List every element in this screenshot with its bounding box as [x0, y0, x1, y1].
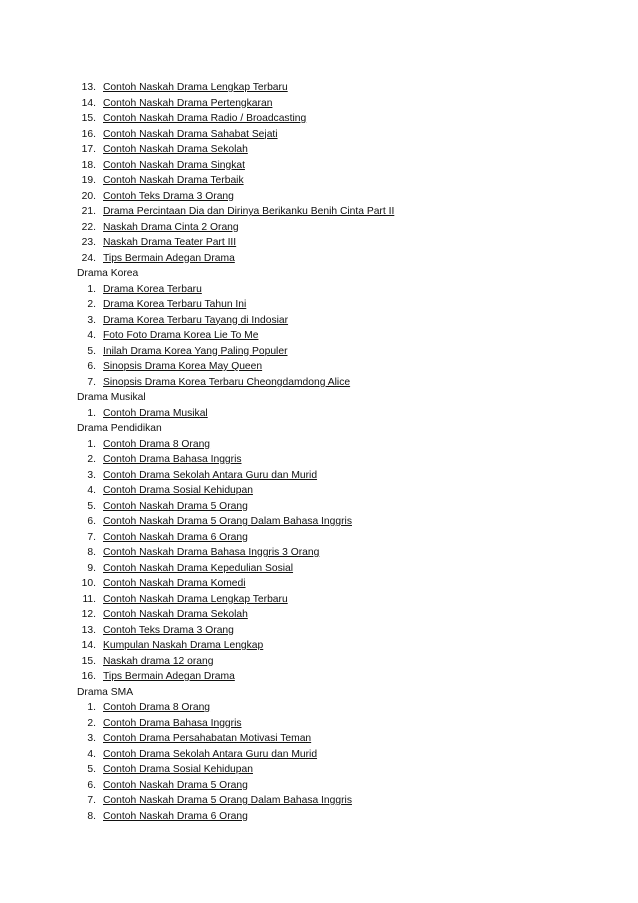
article-link[interactable]: Contoh Naskah Drama Bahasa Inggris 3 Orang [103, 547, 320, 558]
list-item [77, 638, 597, 654]
section-drama-pendidikan [77, 421, 597, 685]
list-item [77, 375, 597, 391]
list-number: 4. [87, 485, 96, 496]
article-link[interactable]: Contoh Naskah Drama 6 Orang [103, 531, 248, 543]
list-number: 3. [87, 314, 96, 326]
article-link[interactable]: Foto Foto Drama Korea Lie To Me [103, 330, 259, 341]
article-link[interactable]: Drama Korea Terbaru [103, 283, 202, 295]
article-link[interactable]: Contoh Teks Drama 3 Orang [103, 190, 234, 202]
list-item [77, 468, 597, 484]
article-link[interactable]: Contoh Naskah Drama Sekolah [103, 144, 248, 155]
article-link[interactable]: Contoh Naskah Drama Sahabat Sejati [103, 128, 278, 140]
list-item [77, 514, 597, 530]
article-link[interactable]: Contoh Drama Persahabatan Motivasi Teman [103, 733, 312, 744]
list-number: 16. [81, 671, 96, 682]
article-link[interactable]: Contoh Naskah Drama Kepedulian Sosial [103, 562, 294, 574]
list-number: 3. [87, 469, 96, 481]
list-item [77, 142, 597, 158]
article-link[interactable]: Contoh Naskah Drama Terbaik [103, 175, 244, 186]
article-link[interactable]: Naskah Drama Cinta 2 Orang [103, 221, 239, 233]
list-number: 8. [87, 810, 96, 822]
list-item [77, 778, 597, 794]
article-link[interactable]: Contoh Drama 8 Orang [103, 438, 211, 450]
list-item [77, 96, 597, 112]
list-number: 15. [81, 113, 96, 124]
article-link[interactable]: Contoh Naskah Drama Sekolah [103, 609, 248, 620]
list-item [77, 452, 597, 468]
list-item [77, 80, 597, 96]
list-number: 10. [81, 578, 96, 589]
section-drama-korea [77, 266, 597, 390]
link-list [77, 80, 597, 266]
article-link[interactable]: Sinopsis Drama Korea May Queen [103, 361, 263, 372]
section-heading: Drama SMA [77, 686, 134, 698]
link-list [77, 700, 597, 824]
list-item [77, 607, 597, 623]
link-list [77, 437, 597, 685]
article-link[interactable]: Contoh Naskah Drama 5 Orang [103, 500, 248, 512]
list-number: 1. [87, 438, 96, 450]
list-number: 2. [87, 299, 96, 310]
article-link[interactable]: Contoh Drama Bahasa Inggris [103, 717, 242, 729]
list-item [77, 530, 597, 546]
list-item [77, 235, 597, 251]
list-number: 4. [87, 748, 96, 760]
article-link[interactable]: Contoh Naskah Drama 5 Orang Dalam Bahasa Inggris [103, 795, 352, 806]
article-link[interactable]: Contoh Naskah Drama 5 Orang Dalam Bahasa Inggris [103, 516, 352, 527]
list-number: 2. [87, 717, 96, 729]
article-link[interactable]: Contoh Naskah Drama Pertengkaran [103, 97, 273, 109]
list-item [77, 359, 597, 375]
article-link[interactable]: Kumpulan Naskah Drama Lengkap [103, 640, 264, 651]
list-number: 15. [81, 655, 96, 667]
article-link[interactable]: Contoh Drama Sosial Kehidupan [103, 485, 253, 496]
list-number: 4. [87, 330, 96, 341]
article-link[interactable]: Contoh Naskah Drama Lengkap Terbaru [103, 82, 288, 93]
list-number: 1. [87, 407, 96, 419]
list-number: 23. [81, 237, 96, 248]
list-number: 2. [87, 454, 96, 465]
list-item [77, 623, 597, 639]
list-number: 9. [87, 562, 96, 574]
list-number: 6. [87, 779, 96, 791]
list-number: 7. [87, 795, 96, 806]
list-item [77, 111, 597, 127]
list-number: 12. [81, 609, 96, 620]
list-number: 17. [81, 144, 96, 155]
list-number: 21. [81, 206, 96, 217]
list-number: 5. [87, 764, 96, 775]
list-item [77, 406, 597, 422]
article-link[interactable]: Contoh Drama Sekolah Antara Guru dan Murid [103, 748, 318, 760]
section-continued [77, 80, 597, 266]
list-item [77, 716, 597, 732]
article-link[interactable]: Contoh Naskah Drama Komedi [103, 578, 246, 589]
article-link[interactable]: Drama Percintaan Dia dan Dirinya Berikanku Benih Cinta Part II [103, 206, 395, 217]
list-item [77, 793, 597, 809]
link-list [77, 282, 597, 391]
list-item [77, 189, 597, 205]
list-number: 14. [81, 97, 96, 109]
list-item [77, 731, 597, 747]
article-link[interactable]: Contoh Naskah Drama Lengkap Terbaru [103, 593, 288, 605]
list-item [77, 576, 597, 592]
list-number: 18. [81, 159, 96, 171]
list-number: 6. [87, 516, 96, 527]
list-number: 13. [81, 624, 96, 636]
list-number: 19. [81, 175, 96, 186]
list-item [77, 669, 597, 685]
list-number: 5. [87, 500, 96, 512]
article-link[interactable]: Contoh Drama Musikal [103, 407, 208, 419]
list-number: 22. [81, 221, 96, 233]
list-item [77, 700, 597, 716]
list-item [77, 127, 597, 143]
article-link[interactable]: Contoh Drama Sekolah Antara Guru dan Murid [103, 469, 318, 481]
article-link[interactable]: Contoh Naskah Drama Radio / Broadcasting [103, 113, 307, 124]
list-item [77, 297, 597, 313]
article-link[interactable]: Contoh Naskah Drama 6 Orang [103, 810, 248, 822]
list-number: 8. [87, 547, 96, 558]
list-item [77, 809, 597, 825]
list-item [77, 282, 597, 298]
list-item [77, 437, 597, 453]
list-item [77, 483, 597, 499]
article-link[interactable]: Drama Korea Terbaru Tahun Ini [103, 299, 247, 310]
section-heading: Drama Musikal [77, 392, 146, 403]
list-number: 7. [87, 376, 96, 388]
list-item [77, 313, 597, 329]
article-link[interactable]: Naskah Drama Teater Part III [103, 237, 237, 248]
list-item [77, 499, 597, 515]
list-number: 5. [87, 345, 96, 357]
list-number: 7. [87, 531, 96, 543]
article-link[interactable]: Contoh Naskah Drama 5 Orang [103, 779, 248, 791]
section-drama-musikal [77, 390, 597, 421]
article-link[interactable]: Naskah drama 12 orang [103, 655, 214, 667]
article-link[interactable]: Inilah Drama Korea Yang Paling Populer [103, 345, 288, 357]
article-link[interactable]: Drama Korea Terbaru Tayang di Indosiar [103, 314, 289, 326]
article-link[interactable]: Contoh Drama Bahasa Inggris [103, 454, 242, 465]
list-item [77, 251, 597, 267]
list-item [77, 158, 597, 174]
list-number: 13. [81, 82, 96, 93]
list-number: 24. [81, 252, 96, 264]
list-item [77, 173, 597, 189]
list-number: 11. [82, 593, 96, 605]
list-item [77, 561, 597, 577]
article-link[interactable]: Sinopsis Drama Korea Terbaru Cheongdamdong Alice [103, 376, 351, 388]
list-item [77, 592, 597, 608]
list-number: 20. [81, 190, 96, 202]
link-list [77, 406, 597, 422]
document-page [77, 80, 597, 824]
list-number: 6. [87, 361, 96, 372]
list-number: 16. [81, 128, 96, 140]
article-link[interactable]: Contoh Naskah Drama Singkat [103, 159, 245, 171]
article-link[interactable]: Tips Bermain Adegan Drama [103, 252, 235, 264]
list-item [77, 654, 597, 670]
list-number: 14. [81, 640, 96, 651]
list-item [77, 762, 597, 778]
list-number: 3. [87, 733, 96, 744]
list-number: 1. [87, 702, 96, 713]
article-link[interactable]: Contoh Drama 8 Orang [103, 702, 211, 713]
list-number: 1. [87, 283, 96, 295]
article-link[interactable]: Tips Bermain Adegan Drama [103, 671, 235, 682]
list-item [77, 220, 597, 236]
section-heading: Drama Korea [77, 268, 139, 279]
article-link[interactable]: Contoh Teks Drama 3 Orang [103, 624, 234, 636]
article-link[interactable]: Contoh Drama Sosial Kehidupan [103, 764, 253, 775]
list-item [77, 344, 597, 360]
section-drama-sma [77, 685, 597, 825]
list-item [77, 204, 597, 220]
list-item [77, 328, 597, 344]
section-heading: Drama Pendidikan [77, 423, 162, 434]
list-item [77, 545, 597, 561]
list-item [77, 747, 597, 763]
